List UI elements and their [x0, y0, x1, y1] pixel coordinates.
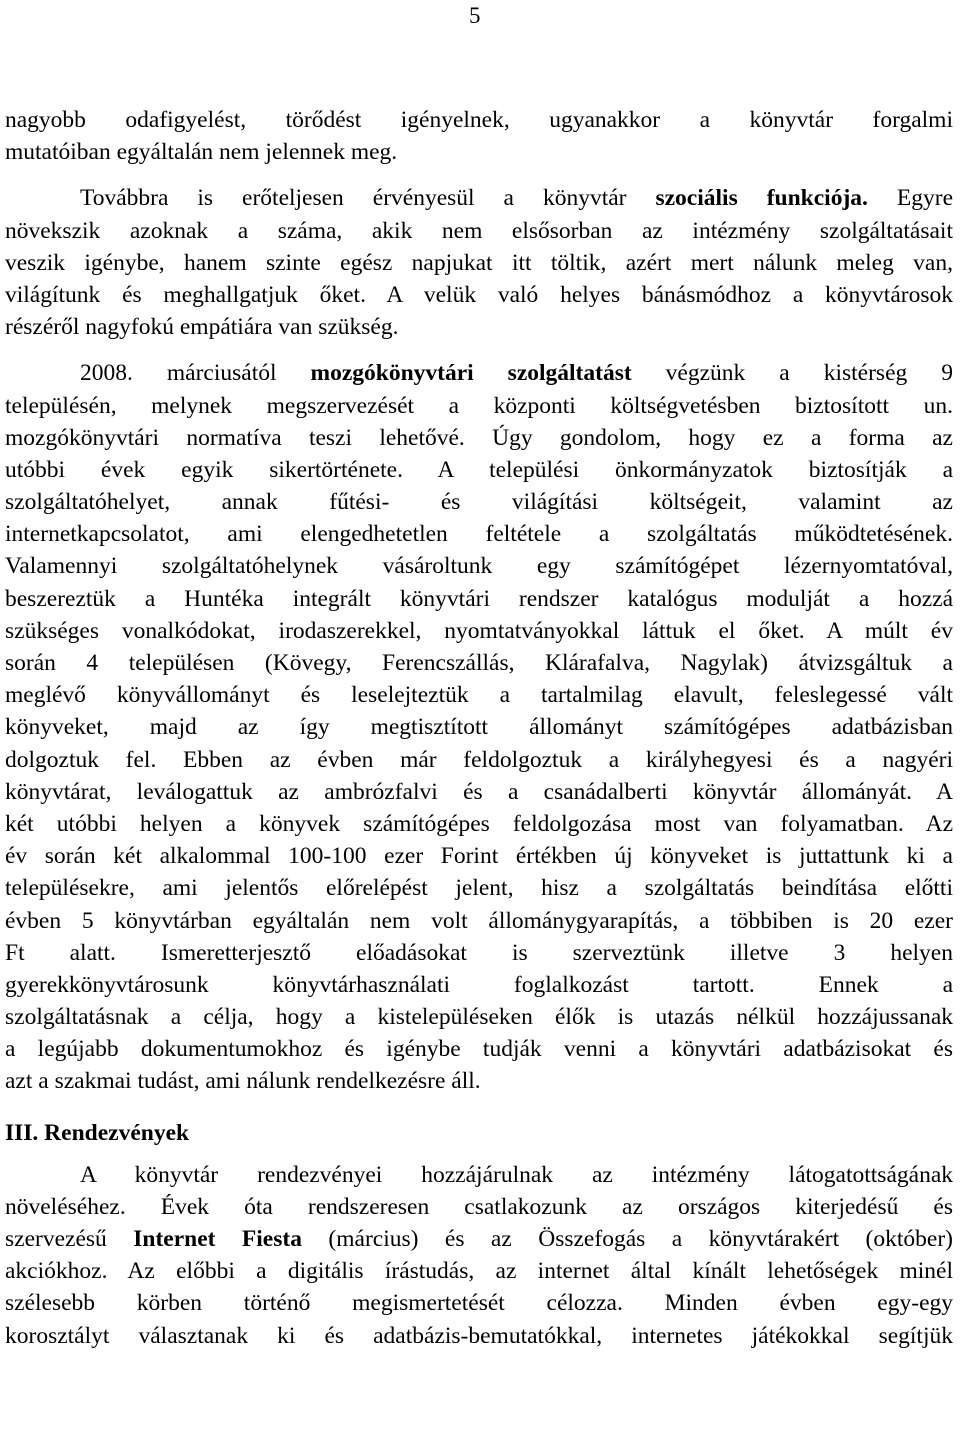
paragraph-1: [5, 104, 953, 168]
bold-term: szociális funkciója.: [655, 185, 868, 212]
text-line: dolgoztuk fel. Ebben az évben már feldolgoztuk a királyhegyesi és a nagyéri: [5, 746, 953, 773]
text-line: településekre, ami jelentős előrelépést jelent, hisz a szolgáltatás beindítása előtti: [5, 875, 953, 902]
text-run: végzünk a kistérség 9: [631, 360, 953, 387]
paragraph-4: [5, 1159, 953, 1352]
text-line: szélesebb körben történő megismertetését célozza. Minden évben egy-egy: [5, 1290, 953, 1317]
text-line: szükséges vonalkódokat, irodaszerekkel, nyomtatványokkal láttuk el őket. A múlt év: [5, 617, 953, 644]
text-line: utóbbi évek egyik sikertörténete. A települési önkormányzatok biztosítják a: [5, 456, 953, 483]
text-line: Valamennyi szolgáltatóhelynek vásároltunk egy számítógépet lézernyomtatóval,: [5, 553, 953, 580]
text-line: a legújabb dokumentumokhoz és igénybe tudják venni a könyvtári adatbázisokat és: [5, 1036, 953, 1063]
text-run: (március) és az Összefogás a könyvtárakért (október): [301, 1226, 953, 1252]
text-line: növekszik azoknak a száma, akik nem elsősorban az intézmény szolgáltatásait: [5, 217, 953, 244]
document-body: [5, 104, 953, 1352]
text-line: szolgáltatóhelyet, annak fűtési- és világítási költségeit, valamint az: [5, 489, 953, 516]
text-run: Továbbra is erőteljesen érvényesül a könyvtár: [80, 185, 656, 212]
text-line: nagyobb odafigyelést, törődést igényelnek, ugyanakkor a könyvtár forgalmi: [5, 107, 953, 133]
text-line: gyerekkönyvtárosunk könyvtárhasználati foglalkozást tartott. Ennek a: [5, 971, 953, 998]
text-line: részéről nagyfokú empátiára van szükség.: [5, 314, 399, 341]
text-line: A könyvtár rendezvényei hozzájárulnak az intézmény látogatottságának: [80, 1161, 953, 1188]
text-run: 2008. márciusától: [80, 360, 311, 387]
text-line: Ft alatt. Ismeretterjesztő előadásokat is szerveztünk illetve 3 helyen: [5, 939, 953, 966]
text-line: mozgókönyvtári normatíva teszi lehetővé. Úgy gondolom, hogy ez a forma az: [5, 424, 953, 451]
text-line: szolgáltatásnak a célja, hogy a kistelepüléseken élők is utazás nélkül hozzájussanak: [5, 1004, 953, 1031]
text-line: internetkapcsolatot, ami elengedhetetlen feltétele a szolgáltatás működtetésének.: [5, 521, 953, 548]
text-line: beszereztük a Huntéka integrált könyvtári rendszer katalógus modulját a hozzá: [5, 585, 953, 612]
text-line: világítunk és meghallgatjuk őket. A velük való helyes bánásmódhoz a könyvtárosok: [5, 281, 953, 308]
paragraph-2: [5, 182, 953, 343]
text-line: könyveket, majd az így megtisztított állományt számítógépes adatbázisban: [5, 714, 953, 741]
text-line: [5, 1223, 953, 1255]
text-line: évben 5 könyvtárban egyáltalán nem volt állománygyarapítás, a többiben is 20 ezer: [5, 907, 953, 934]
text-line: mutatóiban egyáltalán nem jelennek meg.: [5, 139, 398, 166]
text-line: könyvtárat, leválogattuk az ambrózfalvi és a csanádalberti könyvtár állományát. A: [5, 778, 953, 805]
text-line: veszik igénybe, hanem szinte egész napjukat itt töltik, azért mert nálunk meleg van,: [5, 249, 953, 276]
text-line: év során két alkalommal 100-100 ezer Forint értékben új könyveket is juttattunk ki a: [5, 843, 953, 870]
text-line: növeléséhez. Évek óta rendszeresen csatlakozunk az országos kiterjedésű és: [5, 1193, 953, 1220]
text-line: akciókhoz. Az előbbi a digitális írástudás, az internet által kínált lehetőségek minél: [5, 1258, 953, 1285]
bold-term: Internet Fiesta: [133, 1226, 302, 1252]
text-run: Egyre: [867, 185, 953, 212]
page-number: 5: [469, 3, 481, 28]
text-line: [5, 357, 953, 389]
bold-term: mozgókönyvtári szolgáltatást: [310, 360, 632, 387]
section-heading: III. Rendezvények: [5, 1119, 190, 1146]
text-run: szervezésű: [5, 1226, 134, 1252]
text-line: során 4 településen (Kövegy, Ferencszállás, Klárafalva, Nagylak) átvizsgáltuk a: [5, 650, 953, 676]
text-line: két utóbbi helyen a könyvek számítógépes feldolgozása most van folyamatban. Az: [5, 810, 953, 837]
paragraph-3: [5, 357, 953, 1097]
text-line: településén, melynek megszervezését a központi költségvetésben biztosított un.: [5, 392, 953, 419]
text-line: azt a szakmai tudást, ami nálunk rendelkezésre áll.: [5, 1068, 481, 1095]
text-line: meglévő könyvállományt és leselejteztük a tartalmilag elavult, feleslegessé vált: [5, 682, 953, 709]
text-line: [5, 182, 953, 214]
text-line: korosztályt választanak ki és adatbázis-bemutatókkal, internetes játékokkal segítjük: [5, 1322, 953, 1349]
